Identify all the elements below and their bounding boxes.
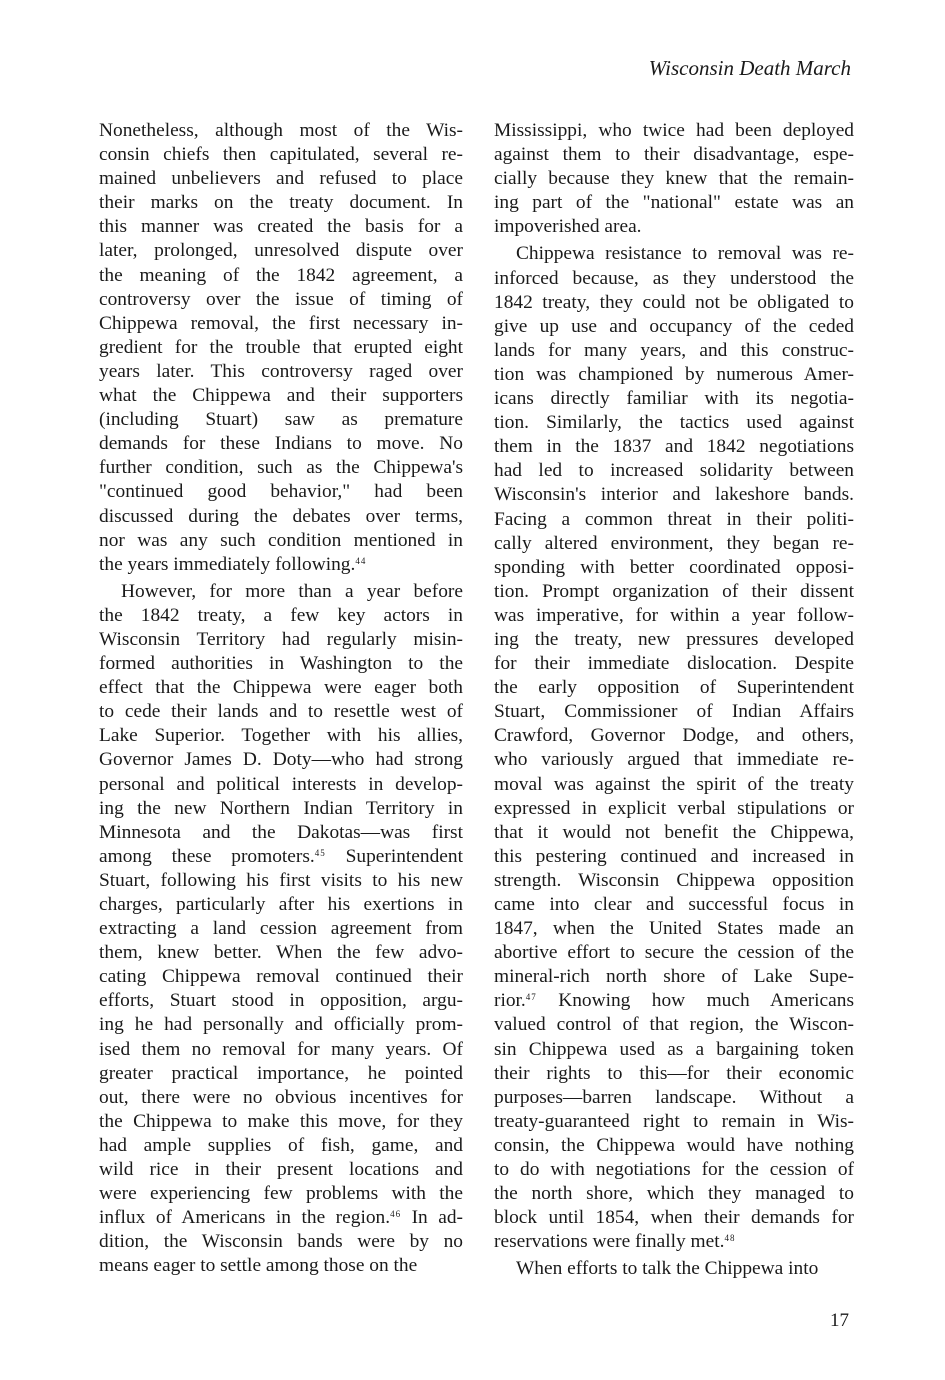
text-line: ing part of the "national" estate was an (494, 192, 854, 214)
text-line: the Chippewa to make this move, for they (99, 1110, 463, 1132)
text-line: discussed during the debates over terms, (99, 505, 463, 527)
text-line: them in the 1837 and 1842 negotiations (494, 436, 854, 458)
text-line: the early opposition of Superintendent (494, 677, 854, 699)
text-line: came into clear and successful focus in (494, 894, 854, 915)
footnote-marker: 47 (525, 992, 537, 1003)
text-line: mineral-rich north shore of Lake Supe- (494, 966, 854, 988)
text-line: lands for many years, and this construc- (494, 339, 854, 361)
text-line: When efforts to talk the Chippewa into (516, 1258, 819, 1280)
text-line: this manner was created the basis for a (99, 216, 463, 238)
text-line: to do with negotiations for the cession of (494, 1159, 854, 1181)
text-line: Chippewa resistance to removal was re- (516, 243, 854, 265)
text-line: Wisconsin Territory had regularly misin- (99, 628, 463, 650)
text-line: Chippewa removal, the first necessary in- (99, 312, 463, 334)
text-line: for their immediate dislocation. Despite (494, 653, 854, 675)
text-line: out, there were no obvious incentives for (99, 1086, 463, 1108)
text-line: Mississippi, who twice had been deployed (494, 120, 854, 141)
text-line: 1847, when the United States made an (494, 918, 854, 940)
text-line: had ample supplies of fish, game, and (99, 1134, 463, 1156)
text-line: treaty-guaranteed right to remain in Wis- (494, 1110, 854, 1132)
text-line: tion. Similarly, the tactics used against (494, 412, 854, 434)
text-line: mained unbelievers and refused to place (99, 168, 463, 190)
text-line: consin chiefs then capitulated, several re- (99, 144, 463, 166)
text-line: tion was championed by numerous Amer- (494, 363, 854, 385)
text-line: the years immediately following.$^{44}$ (99, 553, 367, 575)
text-line: 1842 treaty, they could not be obligated to (494, 291, 854, 313)
text-line: influx of Americans in the region.$^{46}$ In ad- (99, 1207, 463, 1229)
text-line: abortive effort to secure the cession of the (494, 942, 854, 964)
text-line: ing he had personally and officially prom- (99, 1014, 463, 1036)
text-line: greater practical importance, he pointed (99, 1062, 463, 1084)
text-line: effect that the Chippewa were eager both (99, 677, 463, 699)
text-line: that it would not benefit the Chippewa, (494, 821, 854, 843)
footnote-marker: 46 (390, 1209, 402, 1220)
text-line: Facing a common threat in their politi- (494, 508, 854, 530)
text-line: cially because they knew that the remain- (494, 168, 854, 190)
text-line: strength. Wisconsin Chippewa opposition (494, 869, 854, 891)
text-line: Stuart, Commissioner of Indian Affairs (494, 701, 854, 723)
text-line: impoverished area. (494, 216, 642, 238)
text-line: wild rice in their present locations and (99, 1159, 463, 1181)
text-line: purposes—barren landscape. Without a (494, 1086, 854, 1108)
text-line: their rights to this—for their economic (494, 1062, 854, 1084)
text-line: them, knew better. When the few advo- (99, 942, 463, 964)
text-line: means eager to settle among those on the (99, 1255, 418, 1277)
text-line: However, for more than a year before (121, 580, 463, 602)
text-line: sin Chippewa used as a bargaining token (494, 1038, 854, 1060)
text-line: Crawford, Governor Dodge, and others, (494, 725, 854, 747)
text-line: had led to increased solidarity between (494, 460, 854, 482)
text-line: Stuart, following his first visits to his new (99, 869, 463, 891)
text-line: moval was against the spirit of the treaty (494, 773, 854, 795)
text-line: the meaning of the 1842 agreement, a (99, 264, 463, 286)
text-line: demands for these Indians to move. No (99, 433, 463, 455)
text-line: tion. Prompt organization of their dissent (494, 580, 854, 602)
text-line: ised them no removal for many years. Of (99, 1038, 463, 1060)
text-line: Wisconsin's interior and lakeshore bands. (494, 484, 854, 506)
text-line: rior.$^{47}$ Knowing how much Americans (494, 990, 854, 1012)
text-line: inforced because, as they understood the (494, 267, 854, 289)
text-line: the north shore, which they managed to (494, 1183, 854, 1205)
text-line: their marks on the treaty document. In (99, 192, 463, 214)
text-line: Lake Superior. Together with his allies, (99, 725, 463, 747)
text-line: Governor James D. Doty—who had strong (99, 749, 463, 771)
page-number: 17 (830, 1310, 849, 1331)
text-line: reservations were finally met.$^{48}$ (494, 1231, 736, 1253)
text-line: were experiencing few problems with the (99, 1183, 463, 1205)
text-line: personal and political interests in develop- (99, 773, 463, 795)
text-line: "continued good behavior," had been (99, 481, 463, 503)
text-line: against them to their disadvantage, espe- (494, 144, 854, 166)
text-line: later, prolonged, unresolved dispute over (99, 240, 463, 262)
text-line: gredient for the trouble that erupted eight (99, 336, 463, 358)
text-line: extracting a land cession agreement from (99, 918, 463, 940)
running-header: Wisconsin Death March (648, 56, 851, 80)
right-text-column (494, 119, 854, 1282)
text-line: cally altered environment, they began re- (494, 532, 854, 554)
text-line: expressed in explicit verbal stipulations or (494, 797, 854, 819)
text-line: formed authorities in Washington to the (99, 653, 463, 675)
text-line: dition, the Wisconsin bands were by no (99, 1231, 463, 1253)
text-line: the 1842 treaty, a few key actors in (99, 604, 463, 626)
footnote-marker: 48 (724, 1233, 736, 1244)
text-line: cating Chippewa removal continued their (99, 966, 463, 988)
footnote-marker: 45 (314, 847, 326, 858)
text-line: charges, particularly after his exertions in (99, 894, 463, 915)
text-line: controversy over the issue of timing of (99, 288, 463, 310)
text-line: who variously argued that immediate re- (494, 749, 854, 771)
text-line: Minnesota and the Dakotas—was first (99, 821, 463, 843)
text-line: ing the new Northern Indian Territory in (99, 797, 463, 819)
text-line: was imperative, for within a year follow- (494, 604, 854, 626)
text-line: efforts, Stuart stood in opposition, argu- (99, 990, 463, 1012)
text-line: icans directly familiar with its negotia- (494, 388, 854, 410)
text-line: this pestering continued and increased in (494, 845, 854, 867)
text-line: (including Stuart) saw as premature (99, 409, 463, 431)
text-line: ing the treaty, new pressures developed (494, 628, 854, 650)
text-line: give up use and occupancy of the ceded (494, 315, 854, 337)
text-line: among these promoters.$^{45}$ Superintendent (99, 845, 463, 867)
text-line: sponding with better coordinated opposi- (494, 556, 854, 578)
text-line: Nonetheless, although most of the Wis- (99, 120, 463, 141)
text-line: block until 1854, when their demands for (494, 1207, 854, 1229)
text-line: valued control of that region, the Wiscon- (494, 1014, 854, 1036)
text-line: consin, the Chippewa would have nothing (494, 1134, 854, 1156)
footnote-marker: 44 (355, 555, 367, 566)
text-line: to cede their lands and to resettle west of (99, 701, 463, 723)
left-text-column (99, 119, 463, 1279)
text-line: years later. This controversy raged over (99, 360, 463, 382)
text-line: what the Chippewa and their supporters (99, 385, 463, 407)
text-line: nor was any such condition mentioned in (99, 529, 463, 551)
text-line: further condition, such as the Chippewa's (99, 457, 463, 479)
